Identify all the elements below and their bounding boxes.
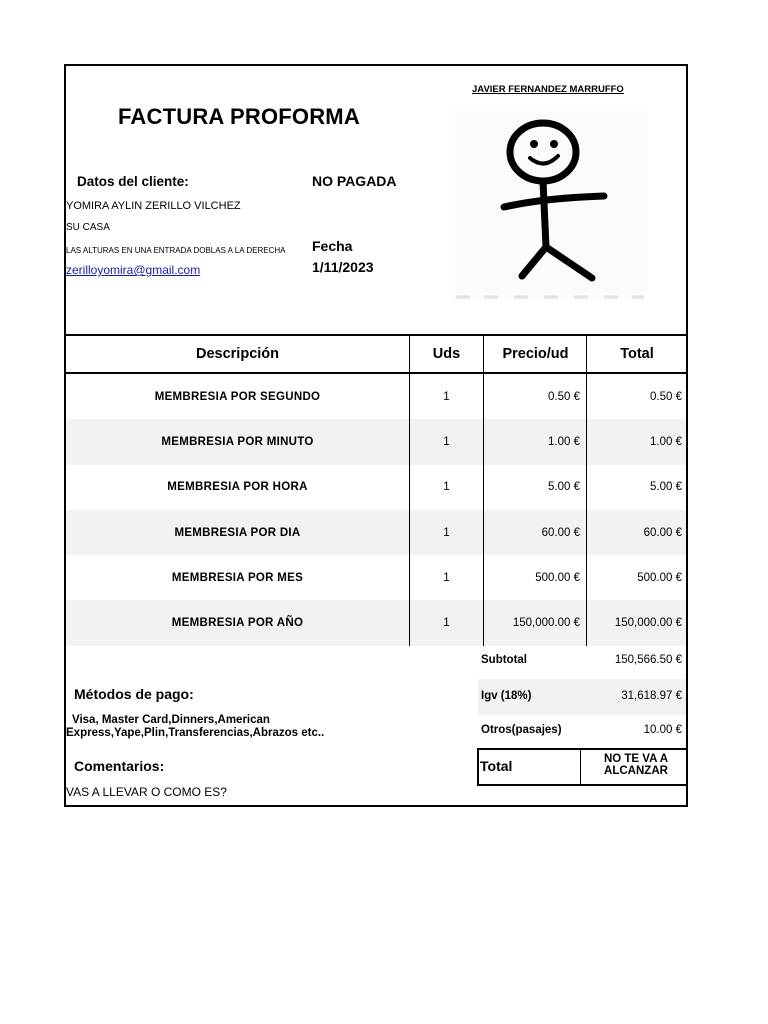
header-total: Total xyxy=(587,335,687,373)
invoice-title: FACTURA PROFORMA xyxy=(118,104,360,129)
payment-methods-text xyxy=(66,714,324,740)
header-unit-price: Precio/ud xyxy=(484,335,587,373)
table-row xyxy=(66,419,686,464)
client-email-link[interactable]: zerilloyomira@gmail.com xyxy=(66,263,201,277)
row-description: MEMBRESIA POR HORA xyxy=(167,481,308,494)
row-unit-price: 150,000.00 € xyxy=(484,600,587,645)
row-description: MEMBRESIA POR DIA xyxy=(66,510,410,555)
header-description: Descripción xyxy=(66,335,410,373)
client-address: SU CASA xyxy=(66,222,110,233)
row-description: MEMBRESIA POR MES xyxy=(171,571,304,584)
items-table xyxy=(66,334,686,646)
row-description: MEMBRESIA POR MINUTO xyxy=(66,419,410,464)
comments-text: VAS A LLEVAR O COMO ES? xyxy=(66,785,227,799)
date-label: Fecha xyxy=(312,238,353,254)
table-row xyxy=(66,373,686,419)
date-value: 1/11/2023 xyxy=(312,259,374,275)
subtotal-value: 150,566.50 € xyxy=(614,654,682,666)
grand-total-label: Total xyxy=(480,758,513,774)
row-description: MEMBRESIA POR AÑO xyxy=(66,600,410,645)
otros-row xyxy=(478,713,686,749)
row-description: MEMBRESIA POR SEGUNDO xyxy=(154,390,321,403)
grand-total-box xyxy=(477,748,688,786)
table-row xyxy=(66,600,686,645)
igv-label: Igv (18%) xyxy=(481,690,532,702)
stick-figure-icon xyxy=(454,110,646,300)
table-row xyxy=(66,510,686,555)
subtotal-row xyxy=(478,643,686,679)
igv-row xyxy=(478,679,686,715)
row-units: 1 xyxy=(410,510,484,555)
row-total: 5.00 € xyxy=(587,465,687,510)
author-name: JAVIER FERNANDEZ MARRUFFO xyxy=(472,84,624,95)
total-divider xyxy=(580,750,581,784)
payment-methods-line-1: Visa, Master Card,Dinners,American xyxy=(72,714,270,726)
otros-value: 10.00 € xyxy=(643,724,682,736)
row-total: 500.00 € xyxy=(587,555,687,600)
comments-heading: Comentarios: xyxy=(74,758,165,774)
payment-methods-heading: Métodos de pago: xyxy=(74,686,194,702)
table-row xyxy=(66,555,686,600)
row-units: 1 xyxy=(410,465,484,510)
row-unit-price: 0.50 € xyxy=(484,373,587,419)
row-units: 1 xyxy=(410,373,484,419)
payment-status: NO PAGADA xyxy=(312,173,397,189)
invoice-sheet xyxy=(64,64,688,807)
client-name: YOMIRA AYLIN ZERILLO VILCHEZ xyxy=(66,200,241,212)
grand-total-value: NO TE VA A ALCANZAR xyxy=(603,753,669,777)
row-total: 0.50 € xyxy=(587,373,687,419)
payment-methods-line-2: Express,Yape,Plin,Transferencias,Abrazos etc.. xyxy=(66,727,325,739)
row-total: 1.00 € xyxy=(587,419,687,464)
row-unit-price: 60.00 € xyxy=(484,510,587,555)
client-address-note: LAS ALTURAS EN UNA ENTRADA DOBLAS A LA DERECHA xyxy=(66,246,286,255)
table-header-row xyxy=(66,335,686,373)
otros-label: Otros(pasajes) xyxy=(481,724,562,736)
row-total: 60.00 € xyxy=(587,510,687,555)
row-unit-price: 5.00 € xyxy=(484,465,587,510)
row-unit-price: 1.00 € xyxy=(484,419,587,464)
row-units: 1 xyxy=(410,555,484,600)
row-total: 150,000.00 € xyxy=(587,600,687,645)
client-heading: Datos del cliente: xyxy=(77,174,189,189)
igv-value: 31,618.97 € xyxy=(621,690,682,702)
subtotal-label: Subtotal xyxy=(481,654,527,666)
row-units: 1 xyxy=(410,600,484,645)
header-units: Uds xyxy=(410,335,484,373)
row-unit-price: 500.00 € xyxy=(484,555,587,600)
row-units: 1 xyxy=(410,419,484,464)
table-row xyxy=(66,465,686,510)
